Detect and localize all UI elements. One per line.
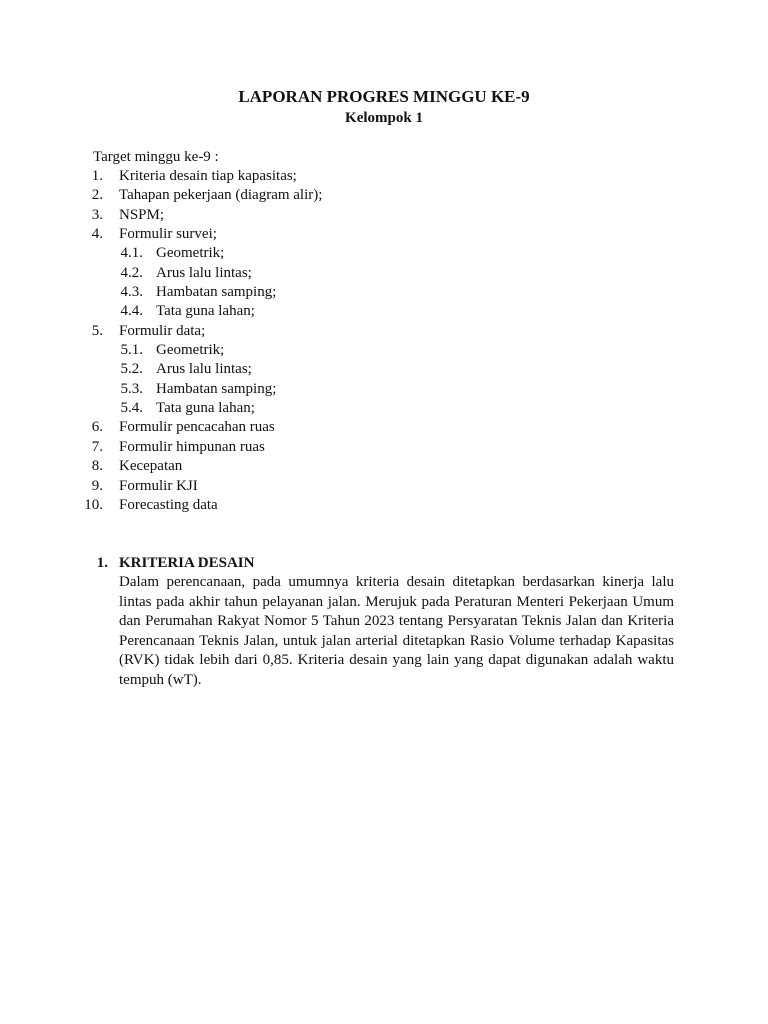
section-number: 1. <box>96 555 108 571</box>
list-item-number: 8. <box>91 458 103 475</box>
list-item <box>0 418 768 437</box>
document-subtitle: Kelompok 1 <box>345 110 423 126</box>
list-item-number: 4.3. <box>120 284 143 301</box>
list-item <box>0 206 768 225</box>
list-item-text: Geometrik; <box>156 342 225 359</box>
target-list <box>0 167 768 515</box>
list-item <box>0 186 768 205</box>
list-item-text: Tata guna lahan; <box>156 303 255 320</box>
list-item-number: 5.2. <box>120 361 143 378</box>
list-item-number: 5. <box>91 322 103 339</box>
list-item <box>0 167 768 186</box>
list-item-text: Forecasting data <box>119 496 218 513</box>
list-item-text: Formulir himpunan ruas <box>119 438 265 455</box>
section-paragraph: Dalam perencanaan, pada umumnya kriteria desain ditetapkan berdasarkan kinerja lalu lintas pada akhir tahun pelayanan jalan. Merujuk pada Peraturan Menteri Pekerjaan Umum dan Perumahan Rakyat Nomor 5 Tahun 2023 tentang Persyaratan Teknis Jalan dan Kriteria Perencanaan Teknis Jalan, untuk jalan arterial ditetapkan Rasio Volume terhadap Kapasitas (RVK) tidak lebih dari 0,85. Kriteria desain yang lain yang dapat digunakan adalah waktu tempuh (wT). <box>119 574 674 688</box>
list-item-number: 5.1. <box>120 342 143 359</box>
list-item-text: Geometrik; <box>156 245 225 262</box>
list-item-text: Formulir data; <box>119 322 206 339</box>
list-item <box>0 496 768 515</box>
section-title: KRITERIA DESAIN <box>119 555 255 571</box>
list-item-text: Kecepatan <box>119 458 183 475</box>
sub-list-item <box>0 283 768 302</box>
list-item-number: 3. <box>91 206 103 223</box>
list-item-number: 4.4. <box>120 303 143 320</box>
list-item <box>0 438 768 457</box>
list-item <box>0 322 768 341</box>
sub-list-item <box>0 244 768 263</box>
sub-list-item <box>0 264 768 283</box>
list-item-text: Tata guna lahan; <box>156 400 255 417</box>
section-kriteria-desain <box>0 553 768 688</box>
list-item-text: Arus lalu lintas; <box>156 264 252 281</box>
list-item-number: 10. <box>84 496 103 513</box>
list-item-text: Tahapan pekerjaan (diagram alir); <box>119 187 323 204</box>
list-item-number: 9. <box>91 477 103 494</box>
list-item-text: Formulir pencacahan ruas <box>119 419 275 436</box>
sub-list-item <box>0 399 768 418</box>
list-item-number: 4. <box>91 226 103 243</box>
list-item-text: Formulir survei; <box>119 226 217 243</box>
list-item-number: 5.3. <box>120 380 143 397</box>
list-item-text: Kriteria desain tiap kapasitas; <box>119 168 297 184</box>
list-item-number: 5.4. <box>120 400 143 417</box>
sub-list-item <box>0 341 768 360</box>
list-item-number: 1. <box>91 168 103 184</box>
section-heading <box>0 553 768 573</box>
sub-list-item <box>0 380 768 399</box>
document-title: LAPORAN PROGRES MINGGU KE-9 <box>238 87 530 106</box>
list-item-number: 4.1. <box>120 245 143 262</box>
sub-list-item <box>0 360 768 379</box>
list-item-text: Hambatan samping; <box>156 380 277 397</box>
list-item-number: 4.2. <box>120 264 143 281</box>
target-heading: Target minggu ke-9 : <box>93 149 219 165</box>
list-item <box>0 477 768 496</box>
list-item-number: 6. <box>91 419 103 436</box>
list-item-text: Formulir KJI <box>119 477 198 494</box>
list-item <box>0 457 768 476</box>
list-item-number: 2. <box>91 187 103 204</box>
list-item <box>0 225 768 244</box>
sub-list-item <box>0 302 768 321</box>
list-item-text: Arus lalu lintas; <box>156 361 252 378</box>
list-item-text: NSPM; <box>119 206 165 223</box>
list-item-number: 7. <box>91 438 103 455</box>
list-item-text: Hambatan samping; <box>156 284 277 301</box>
